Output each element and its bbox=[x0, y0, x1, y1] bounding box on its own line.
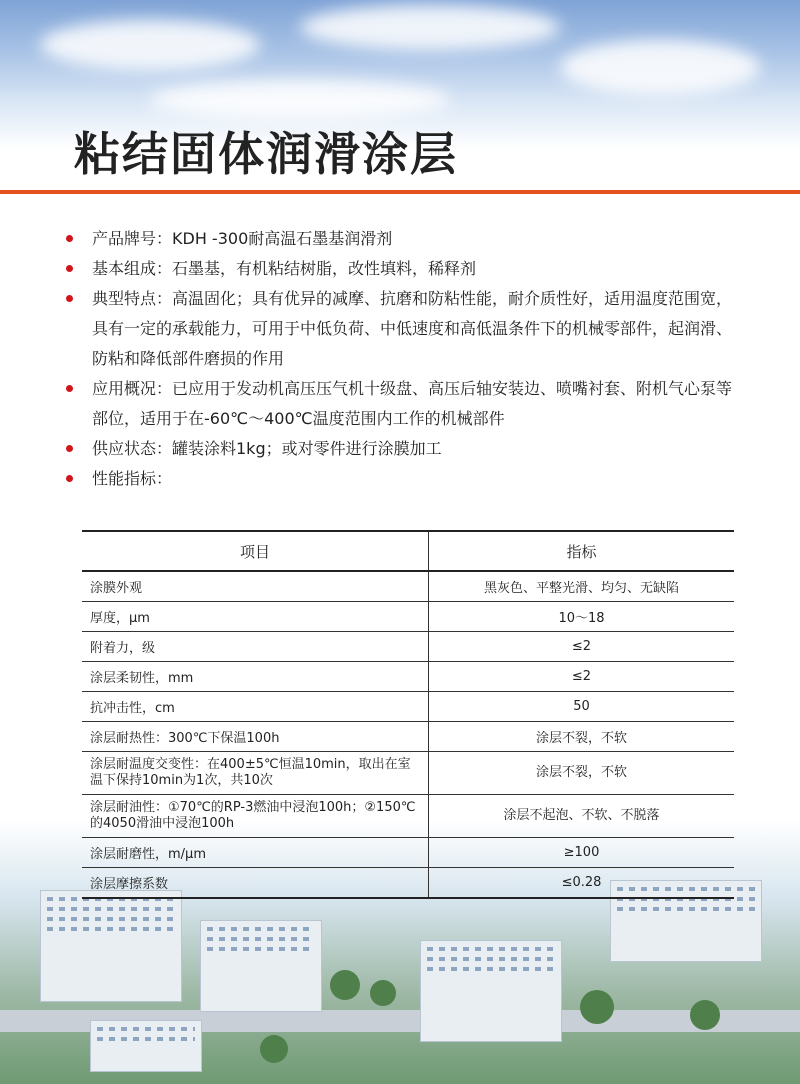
bullet-list bbox=[66, 224, 736, 494]
row-value: ≤0.28 bbox=[429, 868, 735, 899]
tree-shape bbox=[580, 990, 614, 1024]
row-item: 涂层耐油性：①70℃的RP-3燃油中浸泡100h；②150℃的4050滑油中浸泡100h bbox=[82, 795, 429, 838]
bullet-dot-icon bbox=[66, 385, 73, 392]
bullet-dot-icon bbox=[66, 475, 73, 482]
row-item: 附着力，级 bbox=[82, 632, 429, 662]
row-item: 涂膜外观 bbox=[82, 571, 429, 602]
tree-shape bbox=[330, 970, 360, 1000]
row-value: ≤2 bbox=[429, 662, 735, 692]
table-row bbox=[82, 571, 734, 602]
bullet-dot-icon bbox=[66, 295, 73, 302]
tree-shape bbox=[260, 1035, 288, 1063]
row-item: 涂层耐温度交变性：在400±5℃恒温10min，取出在室温下保持10min为1次，共10次 bbox=[82, 752, 429, 795]
bullet-text: 典型特点：高温固化；具有优异的减摩、抗磨和防粘性能，耐介质性好，适用温度范围宽，具有一定的承载能力，可用于中低负荷、中低速度和高低温条件下的机械零部件，起润滑、防粘和降低部件磨损的作用 bbox=[92, 289, 733, 368]
header-item: 项目 bbox=[82, 531, 429, 571]
bullet-text: 供应状态：罐装涂料1kg；或对零件进行涂膜加工 bbox=[92, 439, 442, 458]
table-row bbox=[82, 838, 734, 868]
bullet-item bbox=[66, 464, 736, 494]
row-item: 抗冲击性，cm bbox=[82, 692, 429, 722]
building-shape bbox=[40, 890, 182, 1002]
performance-table bbox=[82, 530, 734, 899]
building-shape bbox=[420, 940, 562, 1042]
row-value: 涂层不起泡、不软、不脱落 bbox=[429, 795, 735, 838]
bullet-item bbox=[66, 224, 736, 254]
table-row bbox=[82, 632, 734, 662]
row-value: 涂层不裂，不软 bbox=[429, 752, 735, 795]
row-value: 10～18 bbox=[429, 602, 735, 632]
bullet-dot-icon bbox=[66, 445, 73, 452]
performance-table-wrapper bbox=[82, 530, 734, 899]
bullet-item bbox=[66, 254, 736, 284]
table-row bbox=[82, 868, 734, 899]
table-row bbox=[82, 795, 734, 838]
row-item: 涂层柔韧性，mm bbox=[82, 662, 429, 692]
title-divider bbox=[0, 190, 800, 194]
bullet-dot-icon bbox=[66, 235, 73, 242]
row-item: 涂层耐磨性，m/μm bbox=[82, 838, 429, 868]
tree-shape bbox=[690, 1000, 720, 1030]
table-row bbox=[82, 752, 734, 795]
row-item: 涂层摩擦系数 bbox=[82, 868, 429, 899]
building-shape bbox=[200, 920, 322, 1012]
bullet-item bbox=[66, 374, 736, 434]
table-row bbox=[82, 602, 734, 632]
bullet-dot-icon bbox=[66, 265, 73, 272]
header-value: 指标 bbox=[429, 531, 735, 571]
cloud-decoration bbox=[150, 80, 450, 120]
table-row bbox=[82, 722, 734, 752]
tree-shape bbox=[370, 980, 396, 1006]
row-item: 厚度，μm bbox=[82, 602, 429, 632]
row-value: 50 bbox=[429, 692, 735, 722]
building-shape bbox=[90, 1020, 202, 1072]
cloud-decoration bbox=[560, 40, 760, 95]
cloud-decoration bbox=[300, 5, 560, 50]
table-row bbox=[82, 692, 734, 722]
bullet-text: 性能指标： bbox=[92, 469, 173, 488]
bullet-item bbox=[66, 434, 736, 464]
bullet-text: 产品牌号：KDH -300耐高温石墨基润滑剂 bbox=[92, 229, 393, 248]
bullet-text: 应用概况：已应用于发动机高压压气机十级盘、高压后轴安装边、喷嘴衬套、附机气心泵等部位，适用于在-60℃～400℃温度范围内工作的机械部件 bbox=[92, 379, 733, 428]
row-value: 涂层不裂，不软 bbox=[429, 722, 735, 752]
table-row bbox=[82, 662, 734, 692]
bullet-text: 基本组成：石墨基，有机粘结树脂，改性填料，稀释剂 bbox=[92, 259, 477, 278]
table-header-row bbox=[82, 531, 734, 571]
cloud-decoration bbox=[40, 20, 260, 70]
page-title: 粘结固体润滑涂层 bbox=[74, 127, 458, 181]
bullet-item bbox=[66, 284, 736, 374]
row-value: ≤2 bbox=[429, 632, 735, 662]
row-value: ≥100 bbox=[429, 838, 735, 868]
row-value: 黑灰色、平整光滑、均匀、无缺陷 bbox=[429, 571, 735, 602]
row-item: 涂层耐热性：300℃下保温100h bbox=[82, 722, 429, 752]
